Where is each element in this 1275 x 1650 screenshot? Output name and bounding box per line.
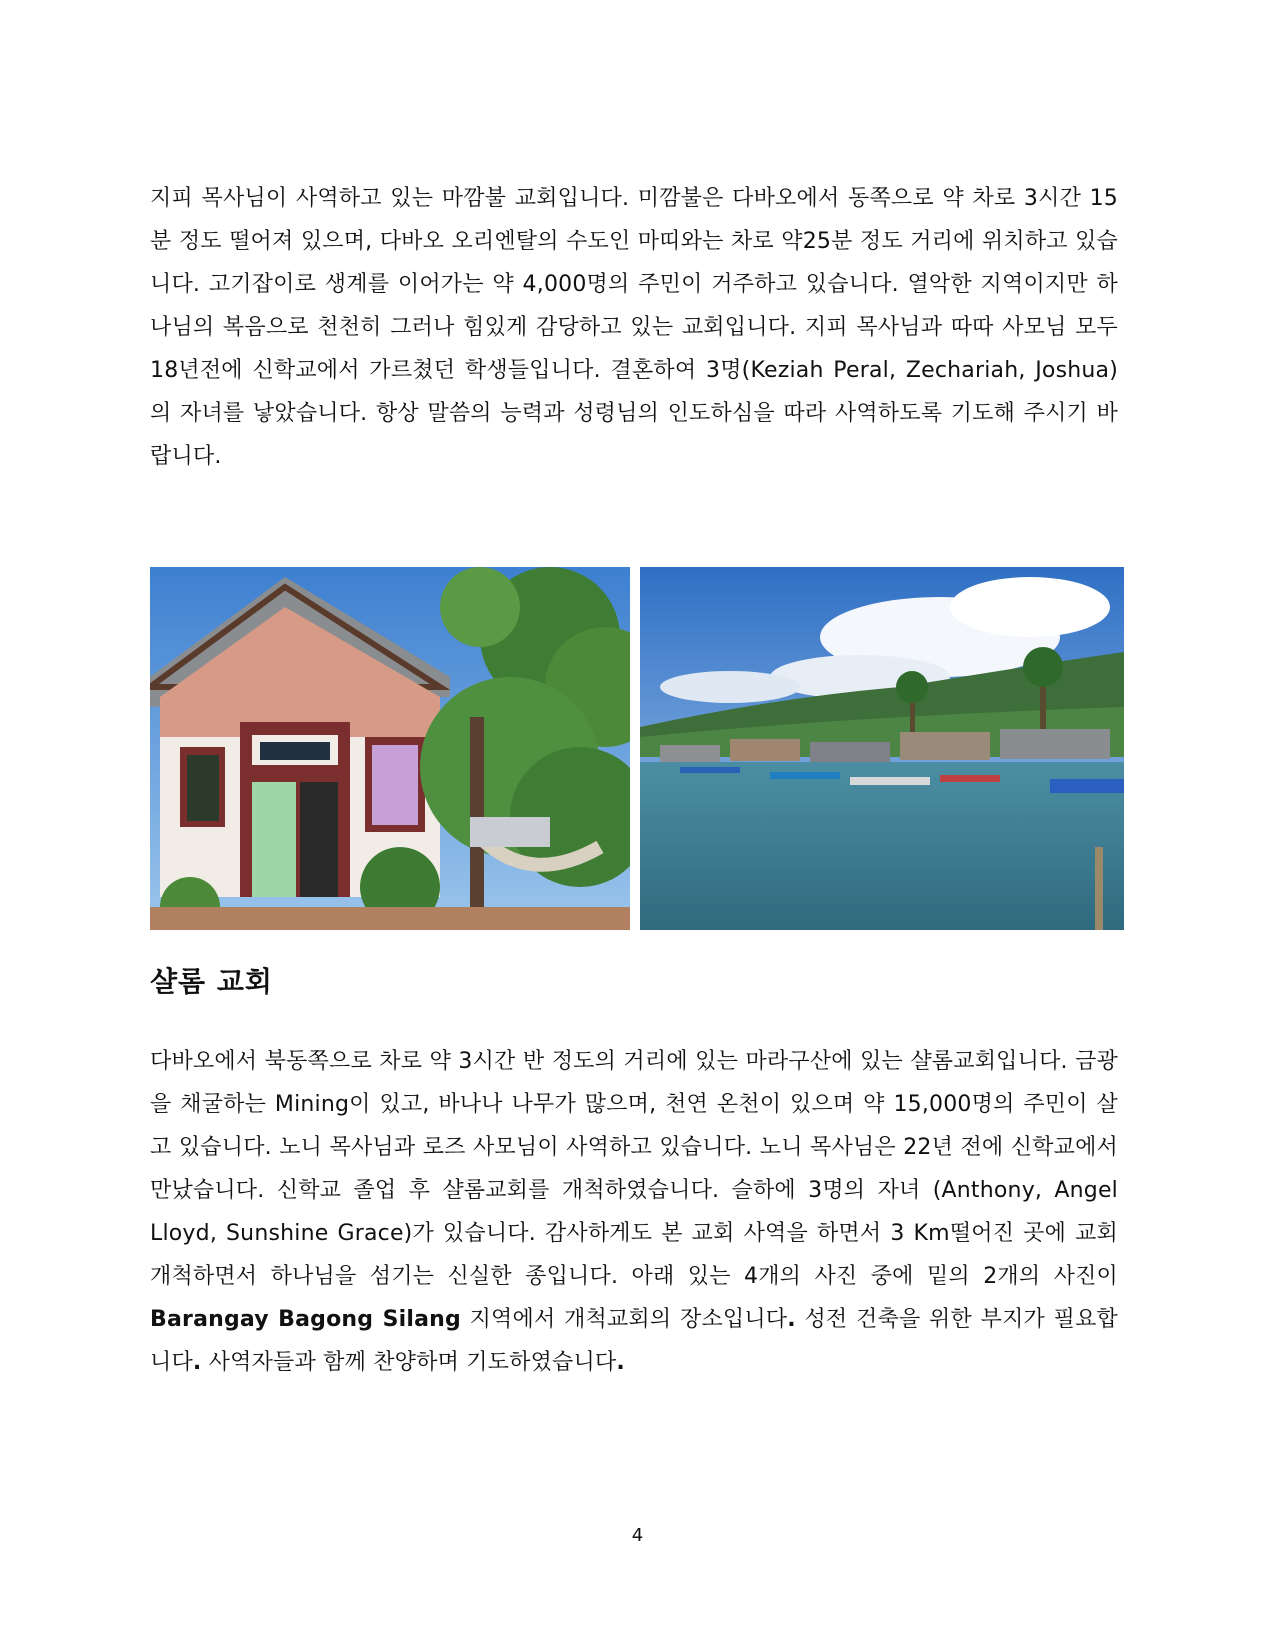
place-name-barangay-bagong-silang: Barangay Bagong Silang [150, 1307, 461, 1332]
church-building-illustration [150, 567, 630, 930]
page-number: 4 [631, 1525, 644, 1546]
fishing-village-illustration [640, 567, 1124, 930]
fishing-village-sea-photo [640, 567, 1124, 930]
paragraph-shalom-text-middle: 지역에서 개척교회의 장소입니다 [460, 1307, 788, 1332]
paragraph-shalom-text-before: 다바오에서 북동쪽으로 차로 약 3시간 반 정도의 거리에 있는 마라구산에 있는 샬롬교회입니다. 금광을 채굴하는 Mining이 있고, 바나나 나무가 많으며, 천연 온천이 있으며 약 15,000명의 주민이 살고 있습니다. 노니 목사님과 로즈 사모님이 사역하고 있습니다. 노니 목사님은 22년 전에 신학교에서 만났습니다. 신학교 졸업 후 샬롬교회를 개척하였습니다. 슬하에 3명의 자녀 (Anthony, Angel Lloyd, Sunshine Grace)가 있습니다. 감사하게도 본 교회 사역을 하면서 3 Km떨어진 곳에 교회 개척하면서 하나님을 섬기는 신실한 종입니다. 아래 있는 4개의 사진 중에 밑의 2개의 사진이 [150, 1049, 1118, 1289]
paragraph-shalom-text-after: 성전 건축을 위한 부지가 필요합니다 [150, 1307, 1118, 1375]
paragraph-shalom-text-last: 사역자들과 함께 찬양하며 기도하였습니다 [201, 1350, 617, 1375]
period-1: . [787, 1307, 796, 1332]
paragraph-shalom-church [150, 1040, 1118, 1384]
church-building-photo [150, 567, 630, 930]
paragraph-macambol-church: 지피 목사님이 사역하고 있는 마깜불 교회입니다. 미깜불은 다바오에서 동쪽으로 약 차로 3시간 15분 정도 떨어져 있으며, 다바오 오리엔탈의 수도인 마띠와는 차로 약25분 정도 거리에 위치하고 있습니다. 고기잡이로 생계를 이어가는 약 4,000명의 주민이 거주하고 있습니다. 열악한 지역이지만 하나님의 복음으로 천천히 그러나 힘있게 감당하고 있는 교회입니다. 지피 목사님과 따따 사모님 모두 18년전에 신학교에서 가르쳤던 학생들입니다. 결혼하여 3명(Keziah Peral, Zechariah, Joshua)의 자녀를 낳았습니다. 항상 말씀의 능력과 성령님의 인도하심을 따라 사역하도록 기도해 주시기 바랍니다. [150, 186, 1118, 469]
section-heading-shalom-church: 샬롬 교회 [150, 965, 273, 998]
period-2: . [192, 1350, 202, 1375]
period-3: . [616, 1350, 625, 1375]
